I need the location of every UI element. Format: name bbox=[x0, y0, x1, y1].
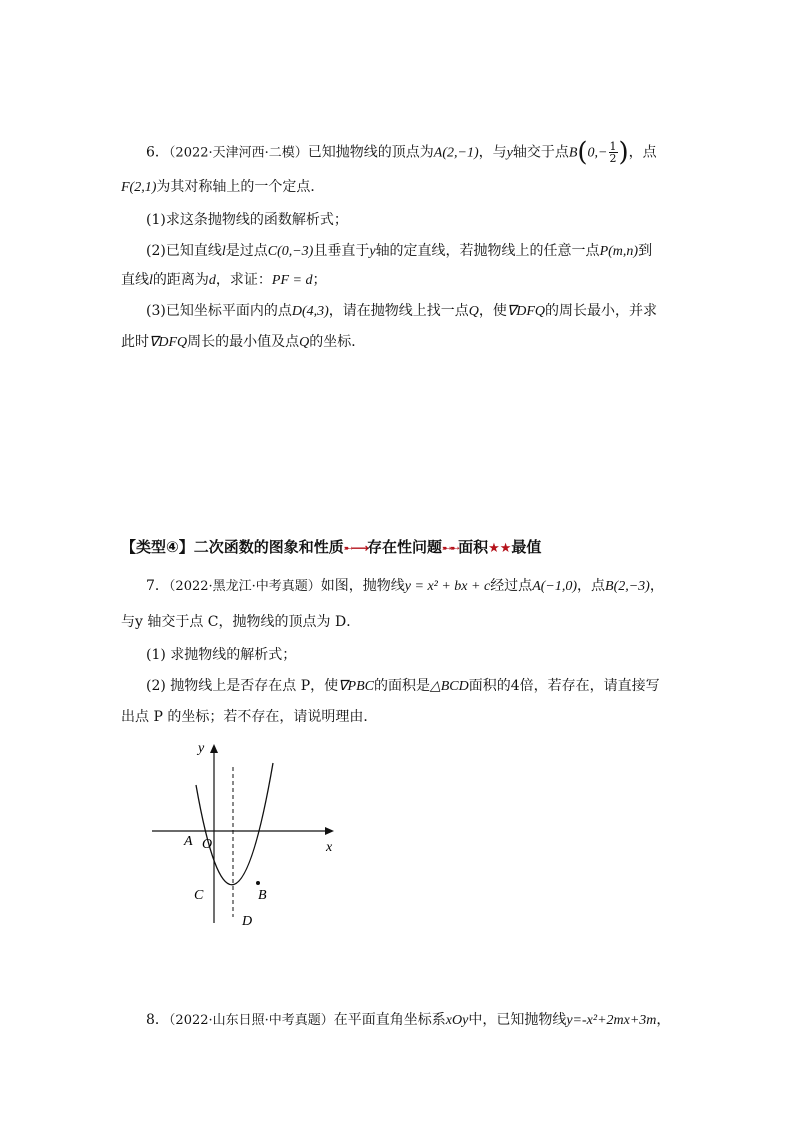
star-icon: ★★ bbox=[488, 541, 512, 556]
q6-text: 且垂直于 bbox=[313, 243, 370, 259]
section-heading bbox=[121, 536, 541, 557]
q6-part-1 bbox=[146, 211, 348, 229]
q7-text: 经过点 bbox=[490, 578, 533, 594]
parabola-curve bbox=[196, 763, 273, 885]
q6-text: 周长的最小值及点 bbox=[187, 334, 300, 350]
q6-text: 是过点 bbox=[225, 243, 268, 259]
q6-text: 轴的定直线，若抛物线上的任意一点 bbox=[375, 243, 600, 259]
q8-text: 中，已知抛物线 bbox=[468, 1012, 567, 1028]
q6-l-var: l bbox=[221, 244, 226, 259]
q6-text: ； bbox=[312, 272, 327, 288]
q7-times: 4 bbox=[510, 678, 520, 694]
heading-area: 面积 bbox=[458, 538, 489, 556]
q7-text: 面积的 bbox=[468, 678, 511, 694]
q6-source: （2022·天津河西·二模） bbox=[168, 145, 308, 161]
q7-part-2-line-2 bbox=[121, 708, 377, 726]
figure-label-a: A bbox=[184, 834, 193, 849]
figure-label-c: C bbox=[194, 888, 204, 903]
heading-mid: 存在性问题 bbox=[366, 538, 442, 556]
q7-point-b: B(2,−3) bbox=[605, 579, 650, 594]
q7-text: 倍，若存在，请直接写 bbox=[519, 678, 660, 694]
q6-line-1 bbox=[146, 137, 657, 168]
figure-label-d: D bbox=[242, 914, 253, 929]
q6-text: (3)已知坐标平面内的点 bbox=[146, 303, 292, 319]
q6-point-c: C(0,−3) bbox=[267, 244, 314, 259]
q6-text: 为其对称轴上的一个定点． bbox=[156, 179, 325, 195]
arrow-icon: ➸⟶ bbox=[343, 541, 367, 555]
q6-d-var: d bbox=[208, 273, 216, 288]
q6-line-2 bbox=[121, 178, 324, 197]
point-b-marker bbox=[256, 881, 260, 885]
q6-part1-text: (1)求这条抛物线的函数解析式； bbox=[146, 212, 348, 228]
q6-point-b: B bbox=[568, 145, 578, 161]
q6-triangle-dfq: ∇DFQ bbox=[149, 335, 188, 350]
q7-text: ， bbox=[649, 578, 664, 594]
y-axis-arrow-icon bbox=[210, 744, 218, 753]
q6-point-p: P(m,n) bbox=[599, 244, 639, 259]
q6-text: 已知抛物线的顶点为 bbox=[307, 144, 434, 161]
q7-source: （2022·黑龙江·中考真题） bbox=[168, 579, 321, 594]
q6-b-coord: 0,− bbox=[587, 145, 608, 161]
q8-number: 8． bbox=[146, 1012, 169, 1028]
q6-y-var: y bbox=[369, 244, 376, 259]
q6-text: 此时 bbox=[121, 334, 149, 350]
figure-label-b: B bbox=[258, 888, 267, 903]
q6-text: 直线 bbox=[121, 272, 149, 288]
q6-part-2-line-1 bbox=[146, 242, 652, 261]
q7-point-a: A(−1,0) bbox=[532, 579, 578, 594]
q7-part-2-line-1 bbox=[146, 677, 660, 696]
heading-end: 最值 bbox=[511, 538, 542, 556]
q8-text: ， bbox=[656, 1012, 671, 1028]
q6-triangle-dfq: ∇DFQ bbox=[506, 304, 546, 319]
q6-text: 的周长最小，并求 bbox=[545, 303, 658, 319]
x-axis-arrow-icon bbox=[325, 827, 334, 835]
q7-text: 出点 P 的坐标；若不存在，请说明理由． bbox=[121, 709, 378, 725]
q6-text: ，请在抛物线上找一点 bbox=[328, 303, 469, 319]
q6-point-f: F(2,1) bbox=[121, 180, 157, 195]
q6-part-3-line-1 bbox=[146, 302, 657, 321]
q6-text: 轴交于点 bbox=[512, 144, 569, 161]
q6-number: 6． bbox=[146, 144, 169, 161]
fraction-denominator: 2 bbox=[609, 152, 617, 165]
q8-system: xOy bbox=[445, 1013, 469, 1028]
figure-label-y: y bbox=[198, 741, 205, 756]
q7-number: 7． bbox=[146, 578, 169, 594]
q7-text: ，点 bbox=[577, 578, 606, 594]
figure-label-o: O bbox=[202, 837, 213, 852]
q6-part-2-line-2 bbox=[121, 271, 326, 290]
q6-text: 的距离为 bbox=[152, 272, 209, 288]
q6-text: 的坐标． bbox=[309, 334, 366, 350]
q7-text: 如图，抛物线 bbox=[320, 578, 405, 594]
fraction-numerator: 1 bbox=[609, 140, 617, 153]
q6-text: (2)已知直线 bbox=[146, 243, 222, 259]
q8-equation: y=-x²+2mx+3m bbox=[566, 1013, 657, 1028]
q7-equation: y = x² + bx + c bbox=[404, 579, 491, 594]
q6-text: ，点 bbox=[628, 144, 657, 161]
figure-label-x: x bbox=[326, 840, 333, 855]
q7-text: 的面积是 bbox=[373, 678, 430, 694]
q7-line-2 bbox=[121, 613, 360, 631]
q7-text: (2) 抛物线上是否存在点 P，使 bbox=[146, 678, 339, 694]
q6-proof-equation: PF = d bbox=[271, 273, 313, 288]
parabola-figure bbox=[140, 735, 360, 935]
q6-text: ，与 bbox=[478, 144, 507, 161]
q6-text: ，求证： bbox=[215, 272, 272, 288]
q6-b-fraction bbox=[609, 141, 618, 164]
heading-prefix: 【类型④】二次函数的图象和性质 bbox=[121, 538, 344, 556]
q6-y-var: y bbox=[506, 145, 513, 161]
q6-point-d: D(4,3) bbox=[291, 304, 329, 319]
q6-paren-right: ) bbox=[618, 137, 629, 168]
q6-paren-left: ( bbox=[577, 137, 588, 168]
q6-text: 到 bbox=[638, 243, 653, 259]
q7-part-1 bbox=[146, 646, 296, 664]
q7-line-1 bbox=[146, 577, 664, 596]
figure-svg bbox=[140, 735, 360, 935]
q6-l-var: l bbox=[149, 273, 153, 288]
q6-part-3-line-2 bbox=[121, 333, 365, 352]
q7-text: 与y 轴交于点 C，抛物线的顶点为 D． bbox=[121, 614, 361, 630]
arrow-icon: ➸➸ bbox=[441, 541, 459, 555]
q6-q-var: Q bbox=[468, 304, 479, 319]
q8-line-1 bbox=[146, 1011, 670, 1030]
q7-part1-text: (1) 求抛物线的解析式； bbox=[146, 647, 297, 663]
q8-source: （2022·山东日照·中考真题） bbox=[168, 1013, 334, 1028]
q8-text: 在平面直角坐标系 bbox=[333, 1012, 446, 1028]
q6-text: ，使 bbox=[478, 303, 507, 319]
q7-triangle-bcd: △BCD bbox=[429, 679, 469, 694]
q7-triangle-pbc: ∇PBC bbox=[338, 679, 374, 694]
q6-q-var: Q bbox=[299, 335, 310, 350]
q6-vertex: A(2,−1) bbox=[433, 145, 479, 161]
